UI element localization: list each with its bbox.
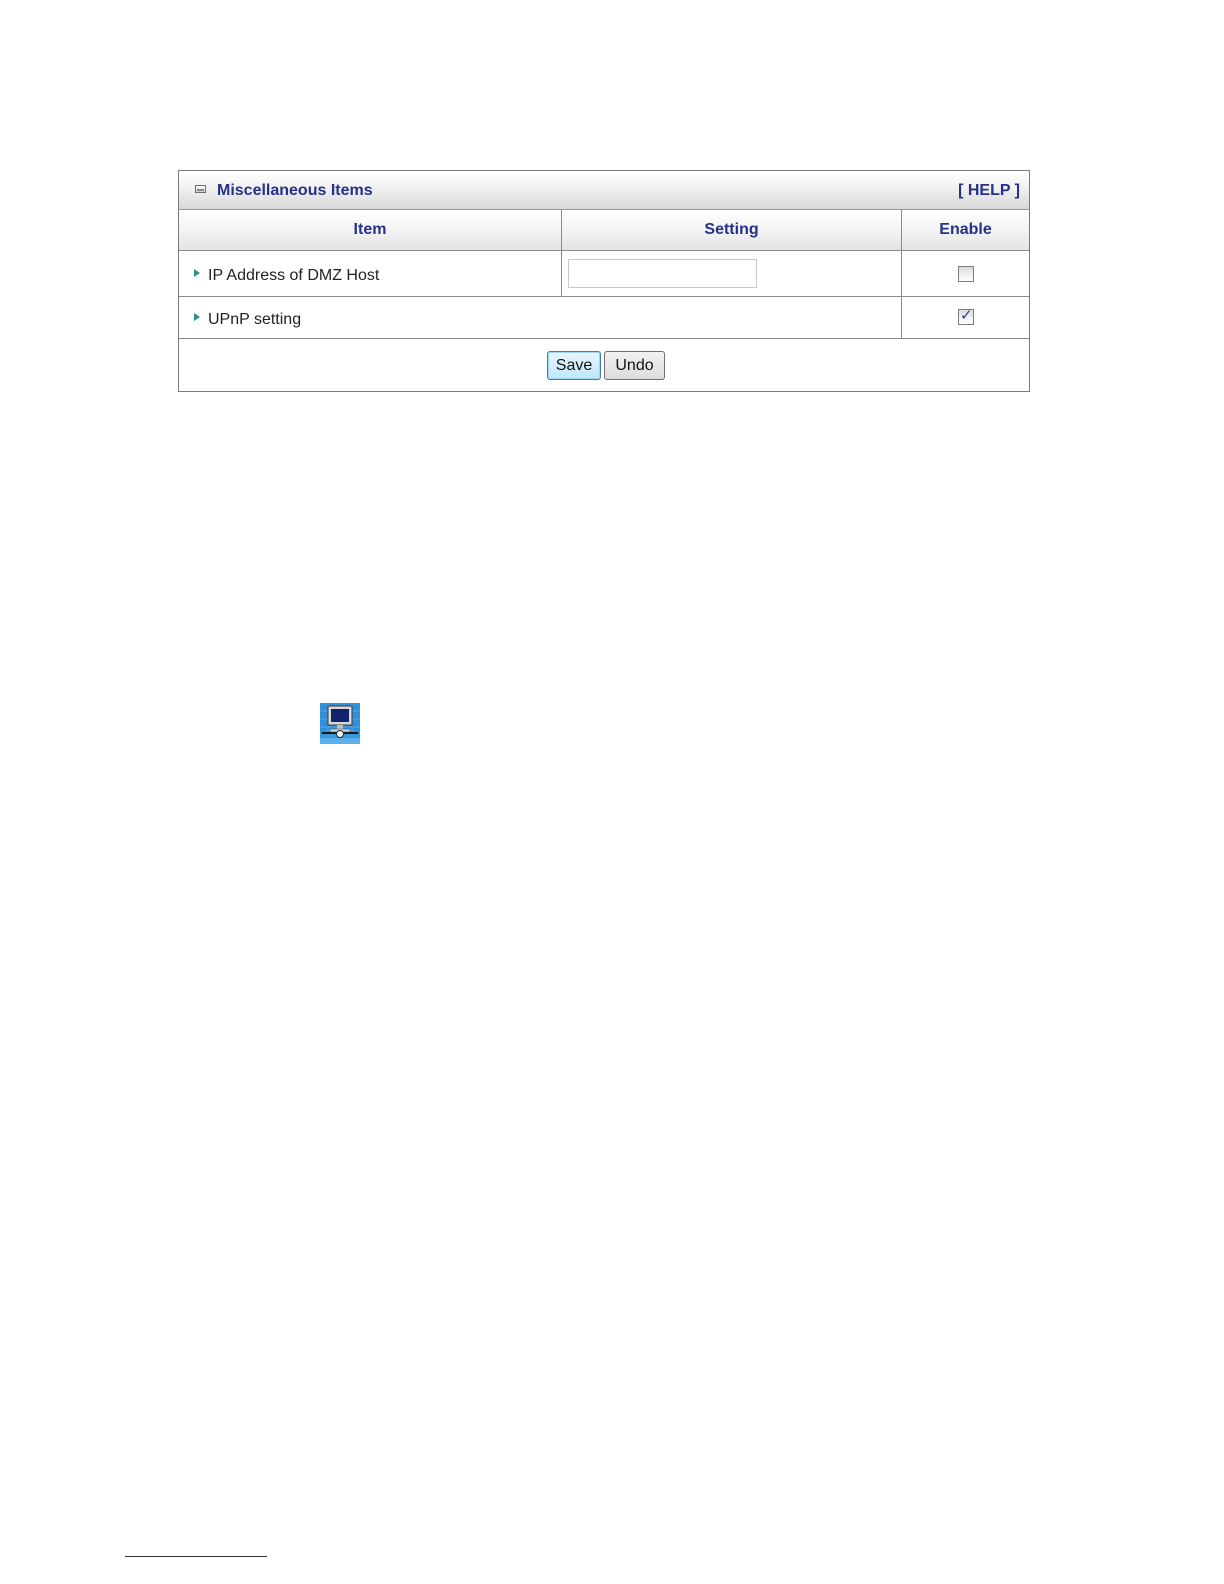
column-header-setting: Setting (562, 210, 902, 251)
dmz-enable-checkbox[interactable] (958, 266, 974, 282)
column-header-item: Item (179, 210, 562, 251)
dmz-host-enable-cell (902, 251, 1029, 297)
panel-title: Miscellaneous Items (217, 182, 373, 199)
upnp-row-label-cell (179, 297, 902, 339)
footnote-divider (125, 1556, 267, 1557)
dmz-host-label: IP Address of DMZ Host (208, 267, 380, 284)
triangle-right-icon (194, 313, 200, 321)
dmz-host-setting-cell (562, 251, 902, 297)
panel-header (179, 171, 1029, 210)
dmz-host-ip-input[interactable] (568, 259, 757, 288)
upnp-enable-checkbox[interactable] (958, 309, 974, 325)
save-button[interactable]: Save (547, 351, 601, 380)
undo-button[interactable]: Undo (604, 351, 665, 380)
help-link[interactable]: [ HELP ] (958, 182, 1020, 199)
check-icon: ✓ (960, 307, 973, 324)
misc-items-panel (178, 170, 1030, 392)
upnp-enable-cell (902, 297, 1029, 339)
network-computer-icon (320, 703, 360, 744)
triangle-right-icon (194, 269, 200, 277)
upnp-label: UPnP setting (208, 311, 302, 328)
column-header-enable: Enable (902, 210, 1029, 251)
panel-bullet-icon (195, 185, 206, 193)
dmz-host-row-label-cell (179, 251, 562, 297)
action-buttons-row (179, 339, 1029, 391)
